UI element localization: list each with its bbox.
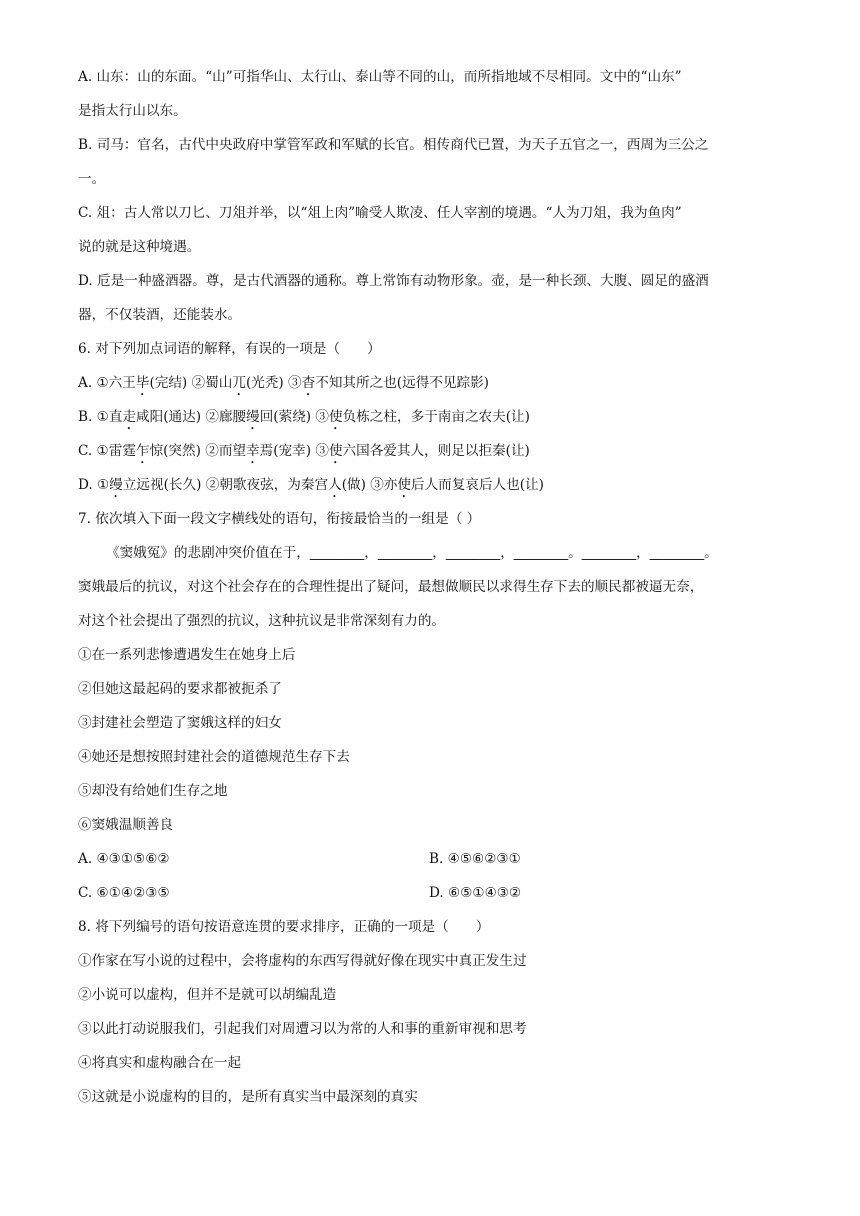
q6-d-text1: D. ①: [78, 477, 110, 493]
q7-item-2: ②但她这最起码的要求都被扼杀了: [78, 681, 282, 697]
q6-a-dotted1: 毕: [135, 375, 150, 391]
q6-c-dotted3: 使: [328, 443, 343, 459]
q6-option-a: [78, 366, 788, 400]
q7-options-row1: [78, 842, 788, 876]
q6-option-d: [78, 468, 788, 502]
q6-c-dotted2: 幸: [246, 443, 260, 459]
q6-option-c: [78, 434, 788, 468]
q6-d-dotted3: 使: [397, 477, 411, 493]
q6-c-dotted1: 乍: [135, 443, 150, 459]
exam-page: [78, 60, 788, 1114]
q6-b-text3: 回(萦绕) ③: [259, 409, 330, 425]
q7-item-5: ⑤却没有给她们生存之地: [78, 783, 228, 799]
q6-option-b: [78, 400, 788, 434]
q8-item-4: ④将真实和虚构融合在一起: [78, 1055, 242, 1071]
q7-passage-line3: 对这个社会提出了强烈的抗议，这种抗议是非常深刻有力的。: [78, 613, 446, 629]
q6-a-dotted3: 杳: [301, 375, 316, 391]
q6-c-text1: C. ①雷霆: [78, 443, 136, 459]
q6-b-text2: 咸阳(通达) ②廊腰: [136, 409, 247, 425]
q6-d-dotted1: 缦: [109, 477, 123, 493]
q5-option-b: [78, 128, 788, 196]
q7-item-3: ③封建社会塑造了窦娥这样的妇女: [78, 715, 282, 731]
q5-option-a-line1: A. 山东：山的东面。“山”可指华山、太行山、泰山等不同的山，而所指地域不尽相同。文中的“山东”: [78, 69, 682, 85]
q8-item-2: ②小说可以虚构，但并不是就可以胡编乱造: [78, 987, 337, 1003]
q5-option-c: [78, 196, 788, 264]
q6-a-text1: A. ①六王: [78, 375, 136, 391]
q7-options-row2: [78, 876, 788, 910]
q5-option-a-line2: 是指太行山以东。: [78, 103, 187, 119]
q6-a-text3: (光秃) ③: [245, 375, 302, 391]
q6-d-text3: (做) ③亦: [341, 477, 398, 493]
q6-d-text2: 立远视(长久) ②朝歌夜弦，为秦宫: [122, 477, 329, 493]
q7-passage-line2: 窦娥最后的抗议，对这个社会存在的合理性提出了疑问，最想做顺民以求得生存下去的顺民都被逼无奈，: [78, 579, 704, 595]
q6-a-text4: 不知其所之也(远得不见踪影): [315, 375, 489, 391]
q5-option-b-line1: B. 司马：官名，古代中央政府中掌管军政和军赋的长官。相传商代已置，为天子五官之一，西周为三公之: [78, 137, 709, 153]
q8-item-1: ①作家在写小说的过程中，会将虚构的东西写得就好像在现实中真正发生过: [78, 953, 527, 969]
q6-c-text3: 焉(宠幸) ③: [259, 443, 329, 459]
q5-option-b-line2: 一。: [78, 171, 106, 187]
q7-item-4: ④她还是想按照封建社会的道德规范生存下去: [78, 749, 350, 765]
q6-a-text2: (完结) ②蜀山: [149, 375, 233, 391]
q5-option-c-line1: C. 俎：古人常以刀匕、刀俎并举，以“俎上肉”喻受人欺凌、任人宰割的境遇。“人为刀俎，我为鱼肉”: [78, 205, 682, 221]
q6-c-text2: 惊(突然) ②而望: [149, 443, 247, 459]
q7-item-1: ①在一系列悲惨遭遇发生在她身上后: [78, 647, 296, 663]
q7-stem: 7. 依次填入下面一段文字横线处的语句，衔接最恰当的一组是（ ）: [78, 511, 481, 527]
q7-item-6: ⑥窦娥温顺善良: [78, 817, 174, 833]
q7-option-b: B. ④⑤⑥②③①: [429, 851, 521, 867]
q6-d-text4: 后人而复哀后人也(让): [411, 477, 544, 493]
q5-option-c-line2: 说的就是这种境遇。: [78, 239, 201, 255]
q7-option-a: A. ④③①⑤⑥②: [78, 851, 170, 867]
q7-option-d: D. ⑥⑤①④③②: [429, 885, 522, 901]
q7-passage-line1: 《窦娥冤》的悲剧冲突价值在于，________，________，________，________。________，________。: [106, 545, 718, 561]
q8-item-5: ⑤这就是小说虚构的目的，是所有真实当中最深刻的真实: [78, 1089, 418, 1105]
q6-d-dotted2: 人: [328, 477, 342, 493]
q5-option-d: [78, 264, 788, 332]
q6-b-text4: 负栋之柱，多于南亩之农夫(让): [342, 409, 530, 425]
q7-option-c: C. ⑥①④②③⑤: [78, 885, 170, 901]
q6-stem: 6. 对下列加点词语的解释，有误的一项是（ ）: [78, 341, 381, 357]
q5-option-d-line2: 器，不仅装酒，还能装水。: [78, 307, 242, 323]
q6-b-text1: B. ①直: [78, 409, 123, 425]
q8-item-3: ③以此打动说服我们，引起我们对周遭习以为常的人和事的重新审视和思考: [78, 1021, 527, 1037]
q8-stem: 8. 将下列编号的语句按语意连贯的要求排序，正确的一项是（ ）: [78, 919, 490, 935]
q5-option-a: [78, 60, 788, 128]
q6-b-dotted3: 使: [329, 409, 343, 425]
q6-b-dotted2: 缦: [246, 409, 260, 425]
q6-c-text4: 六国各爱其人，则足以拒秦(让): [342, 443, 530, 459]
q6-b-dotted1: 走: [122, 409, 137, 425]
q6-a-dotted2: 兀: [232, 375, 246, 391]
q5-option-d-line1: D. 卮是一种盛酒器。尊，是古代酒器的通称。尊上常饰有动物形象。壶，是一种长颈、大腹、圆足的盛酒: [78, 273, 709, 289]
